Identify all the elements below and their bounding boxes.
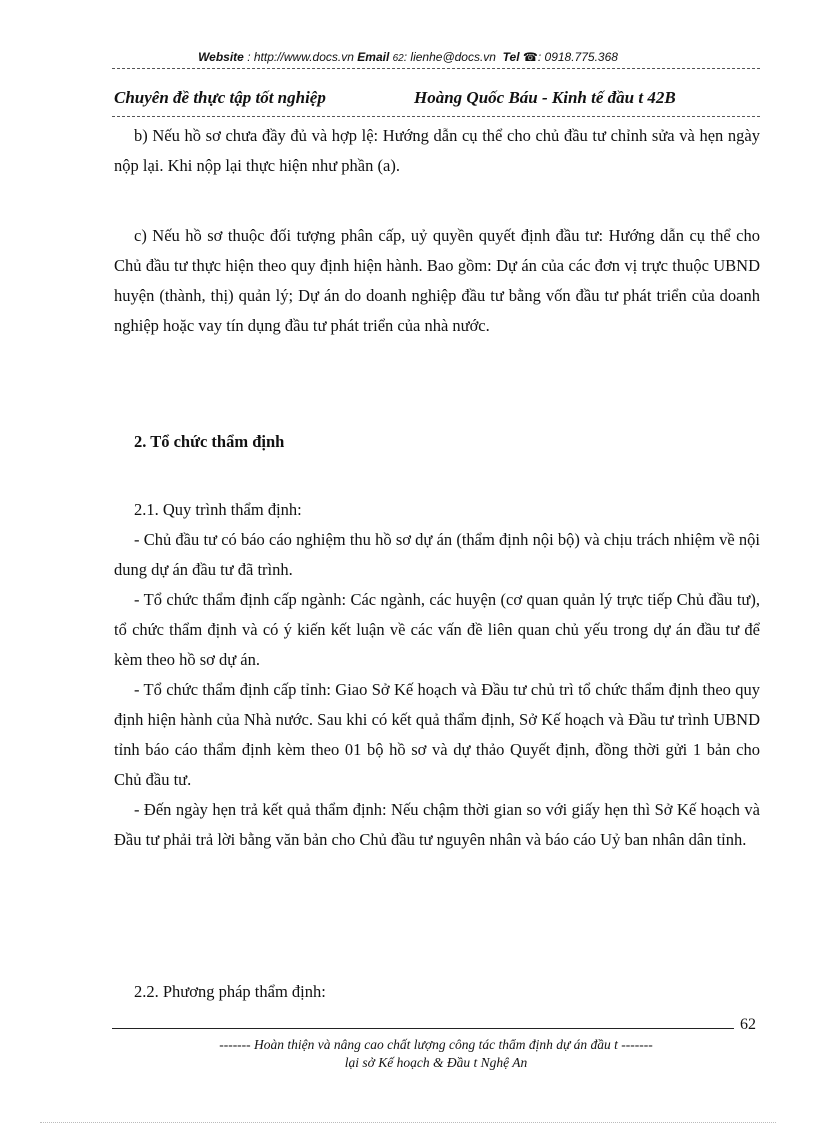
footer-line-1: ------- Hoàn thiện và nâng cao chất lượng công tác thẩm định dự án đầu t ------- bbox=[219, 1037, 653, 1052]
page-number: 62 bbox=[740, 1016, 756, 1033]
chapter-divider bbox=[112, 116, 760, 117]
tel-value: : 0918.775.368 bbox=[537, 50, 618, 64]
website-label: Website bbox=[198, 50, 244, 64]
section-2-1 bbox=[114, 495, 760, 855]
author-info: Hoàng Quốc Báu - Kinh tế đầu t 42B bbox=[414, 88, 676, 107]
header-page-mark: 62 bbox=[392, 53, 404, 64]
chapter-title: Chuyên đề thực tập tốt nghiệp bbox=[114, 88, 326, 107]
paragraph-b bbox=[114, 121, 760, 181]
paragraph: - Tổ chức thẩm định cấp ngành: Các ngành, các huyện (cơ quan quản lý trực tiếp Chủ đầu tư), tổ chức thẩm định và có ý kiến kết luận về các vấn đề liên quan chủ yếu trong dự án đầu tư để kèm theo hồ sơ dự án. bbox=[114, 590, 760, 669]
paragraph-c bbox=[114, 221, 760, 341]
footer-line-2: lại sở Kế hoạch & Đầu t Nghệ An bbox=[344, 1055, 528, 1070]
header-divider bbox=[112, 68, 760, 69]
phone-icon: ☎ bbox=[522, 50, 538, 64]
heading-2: 2. Tổ chức thẩm định bbox=[134, 432, 285, 451]
paragraph: - Đến ngày hẹn trả kết quả thẩm định: Nếu chậm thời gian so với giấy hẹn thì Sở Kế hoạch và Đầu tư phải trả lời bằng văn bản cho Chủ đầu tư nguyên nhân và báo cáo Uỷ ban nhân dân tỉnh. bbox=[114, 800, 760, 849]
section-heading bbox=[114, 427, 760, 457]
paragraph: b) Nếu hồ sơ chưa đầy đủ và hợp lệ: Hướng dẫn cụ thể cho chủ đầu tư chỉnh sửa và hẹn ngày nộp lại. Khi nộp lại thực hiện như phần (a). bbox=[114, 126, 760, 175]
email-value[interactable]: : lienhe@docs.vn bbox=[403, 50, 496, 64]
subheading: 2.1. Quy trình thẩm định: bbox=[134, 500, 302, 519]
paragraph: - Tổ chức thẩm định cấp tỉnh: Giao Sở Kế hoạch và Đầu tư chủ trì tổ chức thẩm định theo quy định hiện hành của Nhà nước. Sau khi có kết quả thẩm định, Sở Kế hoạch và Đầu tư trình UBND tỉnh báo cáo thẩm định kèm theo 01 bộ hồ sơ và dự thảo Quyết định, đồng thời gửi 1 bản cho Chủ đầu tư. bbox=[114, 680, 760, 789]
paragraph: c) Nếu hồ sơ thuộc đối tượng phân cấp, uỷ quyền quyết định đầu tư: Hướng dẫn cụ thể cho Chủ đầu tư thực hiện theo quy định hiện hành. Bao gồm: Dự án của các đơn vị trực thuộc UBND huyện (thành, thị) quản lý; Dự án do doanh nghiệp đầu tư bằng vốn đầu tư phát triển của doanh nghiệp hoặc vay tín dụng đầu tư phát triển của nhà nước. bbox=[114, 226, 760, 335]
footer-text bbox=[112, 1036, 760, 1072]
website-header bbox=[0, 50, 816, 64]
footer-rule bbox=[112, 1028, 734, 1029]
subheading: 2.2. Phương pháp thẩm định: bbox=[134, 982, 326, 1001]
section-2-2 bbox=[114, 977, 760, 1007]
paragraph: - Chủ đầu tư có báo cáo nghiệm thu hồ sơ dự án (thẩm định nội bộ) và chịu trách nhiệm về nội dung dự án đầu tư đã trình. bbox=[114, 530, 760, 579]
email-label: Email bbox=[357, 50, 390, 64]
website-value[interactable]: : http://www.docs.vn bbox=[247, 50, 354, 64]
chapter-header bbox=[114, 88, 760, 108]
tel-label: Tel bbox=[502, 50, 520, 64]
